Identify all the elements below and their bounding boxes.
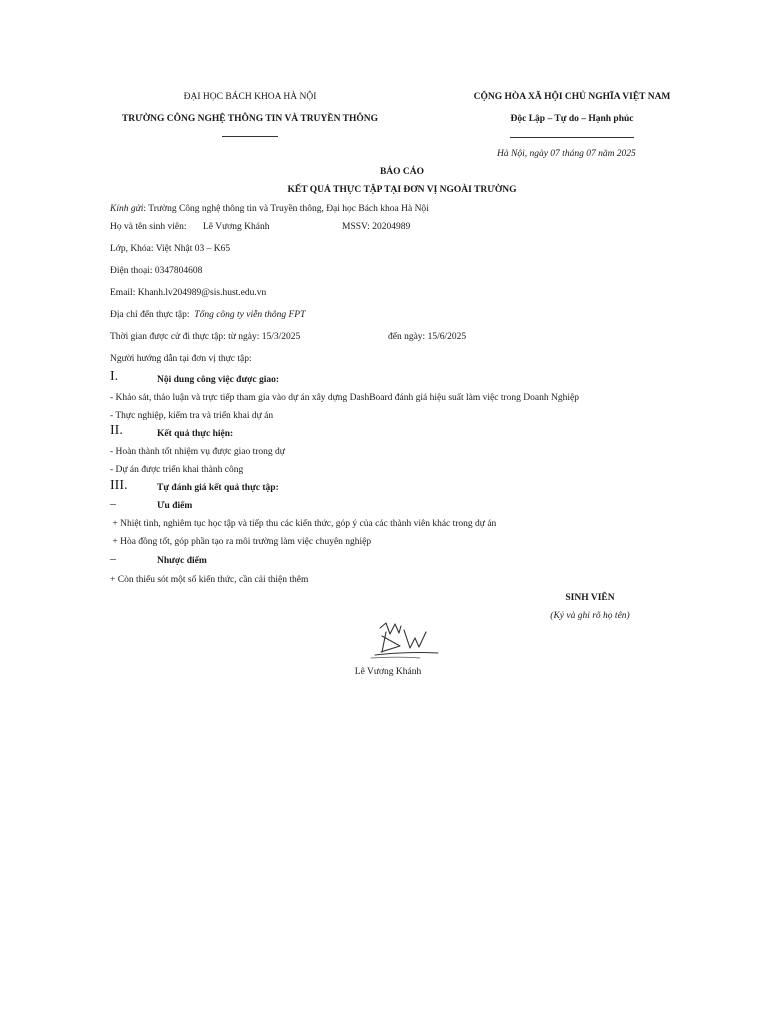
student-name-label: Họ và tên sinh viên: bbox=[110, 222, 187, 232]
strengths-bullet: – bbox=[110, 496, 116, 510]
report-subtitle: KẾT QUẢ THỰC TẬP TẠI ĐƠN VỊ NGOÀI TRƯỜNG bbox=[287, 185, 517, 195]
signature-title: SINH VIÊN bbox=[565, 593, 615, 603]
recipient-label: Kính gửi bbox=[110, 204, 144, 214]
weaknesses-bullet: – bbox=[110, 551, 116, 565]
strength-item: + Nhiệt tình, nghiêm tục học tập và tiếp thu các kiến thức, góp ý của các thành viên khác trong dự án bbox=[110, 519, 497, 529]
time-from-line: Thời gian được cử đi thực tập: từ ngày: 15/3/2025 bbox=[110, 332, 301, 342]
section-1-number: I. bbox=[110, 369, 119, 384]
address-line bbox=[110, 310, 305, 320]
section-2-number: II. bbox=[110, 423, 123, 438]
address-label: Địa chỉ đến thực tập: bbox=[110, 310, 190, 320]
report-title: BÁO CÁO bbox=[379, 167, 425, 177]
section-2-item: - Hoàn thành tốt nhiệm vụ được giao trong dự bbox=[110, 447, 285, 457]
student-id-line bbox=[342, 222, 410, 232]
section-1-heading: Nội dung công việc được giao: bbox=[157, 375, 280, 385]
section-2-item: - Dự án được triển khai thành công bbox=[110, 465, 244, 475]
signature-name: Lê Vương Khánh bbox=[354, 667, 422, 677]
student-id-label: MSSV: bbox=[342, 222, 370, 232]
section-1-item: - Khảo sát, thảo luận và trực tiếp tham gia vào dự án xây dựng DashBoard đánh giá hiệu suất làm việc trong Doanh Nghiệp bbox=[110, 393, 579, 403]
country-name: CỘNG HÒA XÃ HỘI CHỦ NGHĨA VIỆT NAM bbox=[473, 92, 671, 102]
recipient-line bbox=[110, 204, 429, 214]
strength-item: + Hòa đồng tốt, góp phần tạo ra môi trường làm việc chuyên nghiệp bbox=[110, 537, 372, 547]
signature-note: (Ký và ghi rõ họ tên) bbox=[550, 611, 630, 621]
section-2-heading: Kết quả thực hiện: bbox=[157, 429, 234, 439]
recipient-text: : Trường Công nghệ thông tin và Truyền thông, Đại học Bách khoa Hà Nội bbox=[143, 204, 429, 214]
address-value: Tổng công ty viễn thông FPT bbox=[194, 310, 306, 320]
weakness-item: + Còn thiếu sót một số kiến thức, cần cải thiện thêm bbox=[110, 575, 309, 585]
time-to-line: đến ngày: 15/6/2025 bbox=[388, 332, 467, 342]
handwritten-signature bbox=[368, 618, 444, 664]
section-3-number: III. bbox=[110, 478, 128, 493]
student-name: Lê Vương Khánh bbox=[203, 222, 270, 232]
header-right-divider bbox=[510, 137, 634, 138]
weaknesses-heading: Nhược điểm bbox=[157, 556, 207, 566]
supervisor-line: Người hướng dẫn tại đơn vị thực tập: bbox=[110, 354, 252, 364]
class-line: Lớp, Khóa: Việt Nhật 03 – K65 bbox=[110, 244, 231, 254]
email-line: Email: Khanh.lv204989@sis.hust.edu.vn bbox=[110, 288, 267, 298]
section-1-item: - Thực nghiệp, kiểm tra và triển khai dự án bbox=[110, 411, 274, 421]
student-id: 20204989 bbox=[372, 222, 411, 232]
university-name: ĐẠI HỌC BÁCH KHOA HÀ NỘI bbox=[183, 92, 317, 102]
school-name: TRƯỜNG CÔNG NGHỆ THÔNG TIN VÀ TRUYỀN THÔNG bbox=[121, 114, 379, 124]
national-motto: Độc Lập – Tự do – Hạnh phúc bbox=[510, 114, 634, 124]
strengths-heading: Ưu điểm bbox=[157, 501, 193, 511]
date-line: Hà Nội, ngày 07 tháng 07 năm 2025 bbox=[497, 149, 636, 159]
header-left-divider bbox=[222, 136, 278, 137]
phone-line: Điện thoại: 0347804608 bbox=[110, 266, 203, 276]
section-3-heading: Tự đánh giá kết quả thực tập: bbox=[157, 483, 279, 493]
